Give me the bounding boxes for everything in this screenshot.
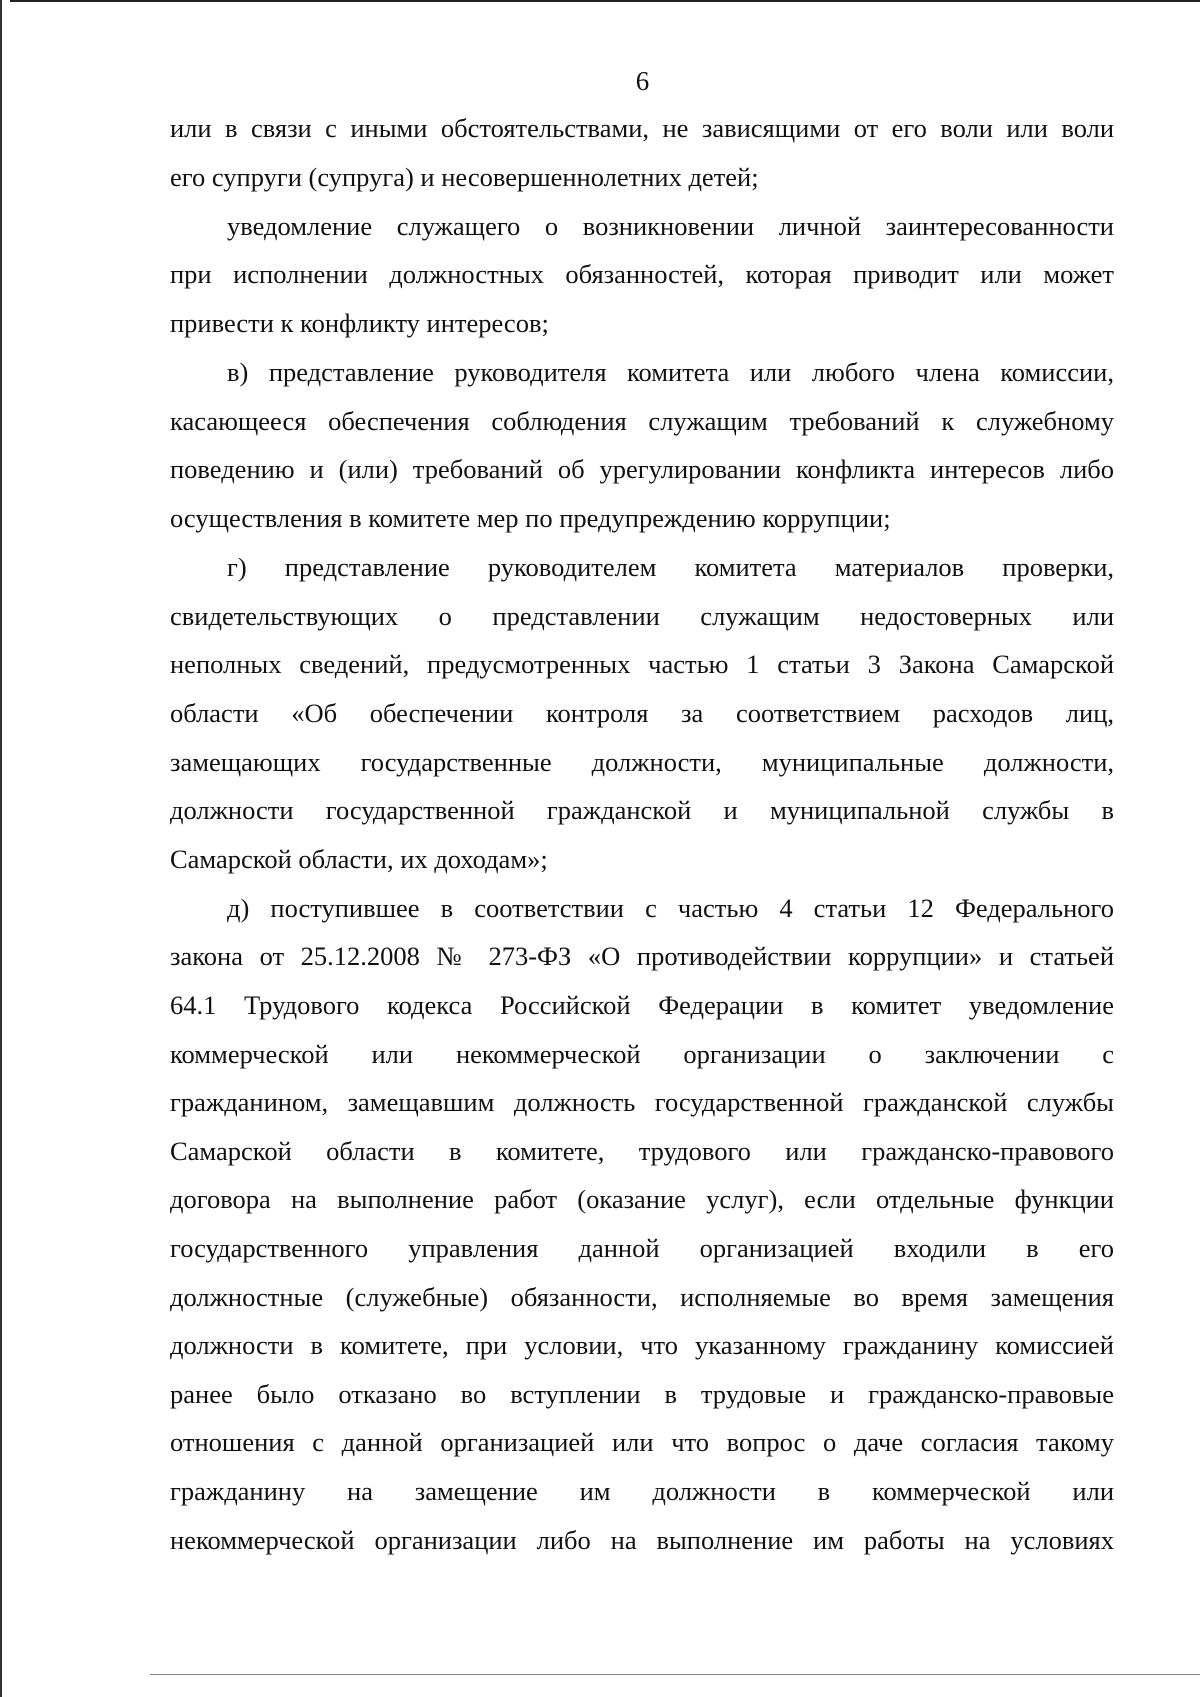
text-line: привести к конфликту интересов;: [170, 307, 549, 338]
text-line: коммерческой или некоммерческой организации о заключении с: [170, 1038, 1114, 1069]
text-line: договора на выполнение работ (оказание услуг), если отдельные функции: [170, 1184, 1114, 1215]
text-line: в) представление руководителя комитета или любого члена комиссии,: [227, 357, 1114, 388]
text-line: неполных сведений, предусмотренных частью 1 статьи 3 Закона Самарской: [170, 649, 1114, 680]
paragraph: [170, 543, 1114, 883]
text-line: области «Об обеспечении контроля за соответствием расходов лиц,: [170, 697, 1114, 728]
text-line: должности в комитете, при условии, что указанному гражданину комиссией: [170, 1330, 1114, 1361]
text-line: уведомление служащего о возникновении личной заинтересованности: [227, 210, 1114, 241]
page-body: [170, 104, 1114, 1565]
text-line: Самарской области, их доходам»;: [170, 843, 548, 874]
text-line: закона от 25.12.2008 № 273-ФЗ «О противодействии коррупции» и статьей: [170, 941, 1114, 972]
page-number: 6: [635, 66, 650, 96]
text-line: г) представление руководителем комитета материалов проверки,: [227, 552, 1114, 583]
text-line: осуществления в комитете мер по предупреждению коррупции;: [170, 502, 891, 533]
paragraph: [170, 884, 1114, 1564]
text-line: д) поступившее в соответствии с частью 4 статьи 12 Федерального: [227, 892, 1114, 923]
text-line: свидетельствующих о представлении служащим недостоверных или: [170, 600, 1114, 631]
text-line: гражданину на замещение им должности в коммерческой или: [170, 1476, 1114, 1506]
text-line: некоммерческой организации либо на выполнение им работы на условиях: [170, 1524, 1114, 1555]
text-line: Самарской области в комитете, трудового или гражданско-правового: [170, 1135, 1114, 1166]
text-line: государственного управления данной организацией входили в его: [170, 1233, 1114, 1264]
paragraph: [170, 348, 1114, 542]
text-line: должности государственной гражданской и муниципальной службы в: [170, 795, 1114, 826]
text-line: поведению и (или) требований об урегулировании конфликта интересов либо: [170, 454, 1114, 485]
text-line: его супруги (супруга) и несовершеннолетних детей;: [170, 161, 759, 192]
scan-edge-left: [0, 0, 2, 1697]
text-line: должностные (служебные) обязанности, исполняемые во время замещения: [170, 1281, 1114, 1312]
text-line: при исполнении должностных обязанностей, которая приводит или может: [170, 259, 1114, 290]
paragraph: [170, 104, 1114, 201]
text-line: 64.1 Трудового кодекса Российской Федерации в комитет уведомление: [170, 990, 1114, 1021]
text-line: или в связи с иными обстоятельствами, не зависящими от его воли или воли: [170, 113, 1114, 143]
text-line: замещающих государственные должности, муниципальные должности,: [170, 746, 1114, 777]
text-line: гражданином, замещавшим должность государственной гражданской службы: [170, 1087, 1114, 1118]
scan-edge-bottom: [150, 1674, 1200, 1675]
text-line: ранее было отказано во вступлении в трудовые и гражданско-правовые: [170, 1378, 1114, 1409]
text-line: отношения с данной организацией или что вопрос о даче согласия такому: [170, 1427, 1114, 1458]
scan-edge-top: [10, 0, 1200, 2]
text-line: касающееся обеспечения соблюдения служащим требований к служебному: [170, 405, 1114, 436]
paragraph: [170, 202, 1114, 348]
